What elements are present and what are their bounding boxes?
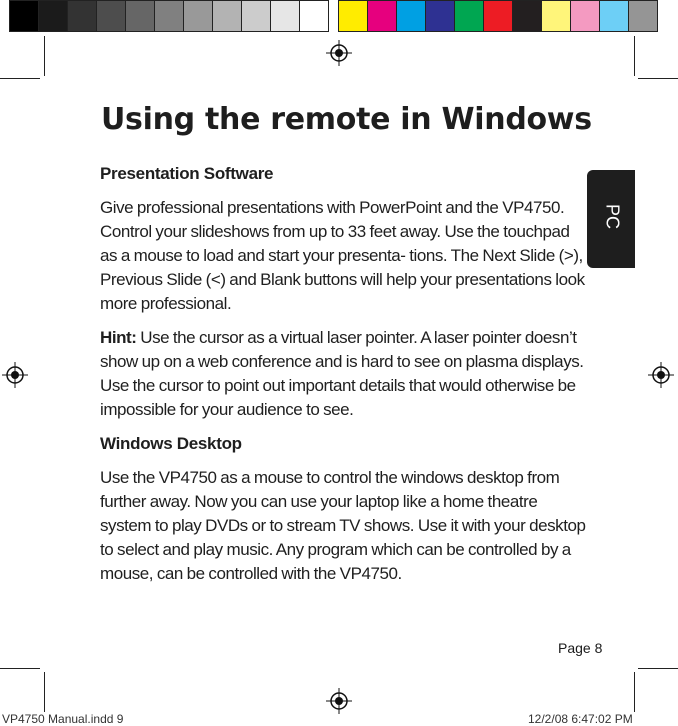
crop-mark — [634, 36, 635, 76]
color-swatch — [512, 0, 542, 32]
gray-swatch — [183, 0, 213, 32]
section-heading-presentation: Presentation Software — [100, 164, 274, 183]
gray-swatch — [67, 0, 97, 32]
desktop-paragraph: Use the VP4750 as a mouse to control the windows desktop from further away. Now you can use your laptop like a home theatre system to play DVDs or to stream TV shows. Use it with your desktop to select and play music. Any program which can be controlled by a mouse, can be controlled with the VP4750. — [100, 468, 586, 583]
page-title: Using the remote in Windows — [101, 102, 592, 137]
section-tab-label: PC — [602, 203, 623, 229]
gray-swatch — [96, 0, 126, 32]
registration-mark-icon — [648, 362, 674, 388]
gray-swatch — [212, 0, 242, 32]
color-swatch — [338, 0, 368, 32]
color-swatch — [454, 0, 484, 32]
registration-mark-icon — [2, 362, 28, 388]
color-swatch — [541, 0, 571, 32]
registration-mark-icon — [326, 688, 352, 714]
crop-mark — [44, 36, 45, 76]
gray-swatch — [270, 0, 300, 32]
crop-mark — [44, 672, 45, 712]
date-slug: 12/2/08 6:47:02 PM — [528, 712, 633, 726]
color-calibration-bar — [9, 0, 657, 32]
gray-swatch — [9, 0, 39, 32]
presentation-paragraph: Give professional presentations with PowerPoint and the VP4750. Control your slideshows from up to 33 feet away. Use the touchpad as a mouse to load and start your presenta- tions. The Next Slide (>), Previous Slide (<) and Blank buttons will help your presentations look more professional. — [100, 198, 585, 313]
crop-mark — [638, 78, 678, 79]
crop-mark — [0, 78, 40, 79]
hint-paragraph — [100, 326, 590, 422]
registration-mark-icon — [326, 40, 352, 66]
color-swatch — [570, 0, 600, 32]
page-number: Page 8 — [558, 640, 603, 656]
color-swatch — [425, 0, 455, 32]
color-swatch — [396, 0, 426, 32]
gray-swatch — [38, 0, 68, 32]
section-heading-desktop: Windows Desktop — [100, 434, 242, 453]
color-swatch — [483, 0, 513, 32]
gray-swatch — [125, 0, 155, 32]
gray-swatch — [241, 0, 271, 32]
color-swatch — [367, 0, 397, 32]
hint-text: Use the cursor as a virtual laser pointer. A laser pointer doesn’t show up on a web conference and is hard to see on plasma displays. Use the cursor to point out important details that would otherwise be impossible for your audience to see. — [100, 328, 584, 419]
color-swatch — [628, 0, 658, 32]
crop-mark — [634, 672, 635, 712]
hint-label: Hint: — [100, 328, 137, 347]
color-swatch — [599, 0, 629, 32]
section-tab — [587, 170, 635, 268]
crop-mark — [0, 668, 40, 669]
gray-swatch — [299, 0, 329, 32]
crop-mark — [638, 668, 678, 669]
page-content — [100, 162, 590, 596]
file-slug: VP4750 Manual.indd 9 — [2, 712, 124, 726]
gray-swatch — [154, 0, 184, 32]
